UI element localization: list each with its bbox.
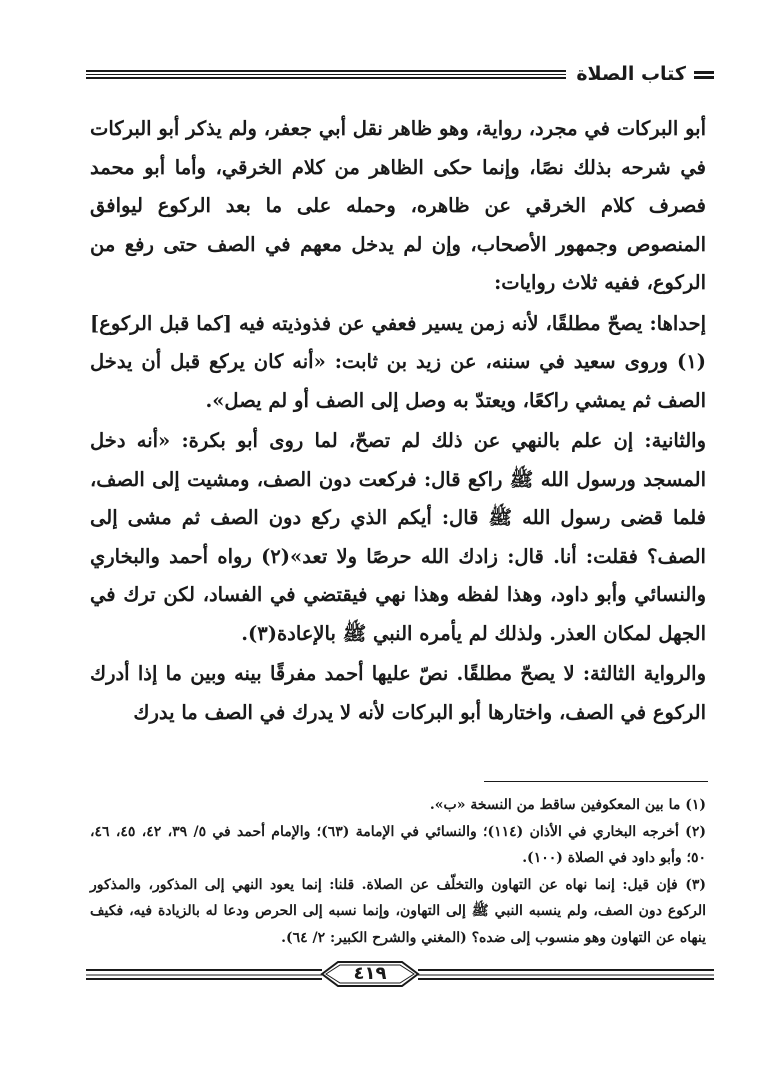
paragraph: والثانية: إن علم بالنهي عن ذلك لم تصحّ، لما روى أبو بكرة: «أنه دخل المسجد ورسول الله ﷺ راكع قال: فركعت دون الصف، ومشيت إلى الصف، فلما قضى رسول الله ﷺ قال: أيكم الذي ركع دون الصف ثم مشى إلى الصف؟ فقلت: أنا. قال: زادك الله حرصًا ولا تعد»(٢) رواه أحمد والبخاري والنسائي وأبو داود، وهذا لفظه وهذا نهي فيقتضي في الفساد، لكن ترك في الجهل لمكان العذر. ولذلك لم يأمره النبي ﷺ بالإعادة(٣). <box>90 429 706 645</box>
page-number-ornament <box>86 960 714 988</box>
main-text <box>90 110 706 734</box>
header-ornament-mark <box>694 71 714 79</box>
paragraph: أبو البركات في مجرد، رواية، وهو ظاهر نقل أبي جعفر، ولم يذكر أبو البركات في شرحه بذلك نصًا، وإنما حكى الظاهر من كلام الخرقي، وأما أبو محمد فصرف كلام الخرقي عن ظاهره، وحمله على ما بعد الركوع ليوافق المنصوص وجمهور الأصحاب، وإن لم يدخل معهم في الصف حتى رفع من الركوع، ففيه ثلاث روايات: <box>90 117 706 294</box>
paragraph: والرواية الثالثة: لا يصحّ مطلقًا. نصّ عليها أحمد مفرقًا بينه وبين ما إذا أدرك الركوع في الصف، واختارها أبو البركات لأنه لا يدرك في الصف ما يدرك <box>90 662 706 724</box>
footnotes <box>90 792 706 951</box>
chapter-title: كتاب الصلاة <box>576 63 686 85</box>
header-rule <box>86 70 566 79</box>
paragraph: إحداها: يصحّ مطلقًا، لأنه زمن يسير فعفي عن فذوذيته فيه [كما قبل الركوع](١) وروى سعيد في سننه، عن زيد بن ثابت: «أنه كان يركع قبل أن يدخل الصف ثم يمشي راكعًا، ويعتدّ به وصل إلى الصف أو لم يصل». <box>90 311 706 412</box>
footnote-1: (١) ما بين المعكوفين ساقط من النسخة «ب». <box>429 797 706 813</box>
page-number: ٤١٩ <box>353 963 387 984</box>
footnote-3: (٣) فإن قيل: إنما نهاه عن التهاون والتخلّف عن الصلاة. قلنا: إنما يعود النهي إلى المذكور، والمذكور الركوع دون الصف، ولم ينسبه النبي ﷺ إلى التهاون، وإنما نسبه إلى الحرص ودعا له بالزيادة فيه، فكيف ينهاه عن التهاون وهو منسوب إلى ضده؟ (المغني والشرح الكبير: ٢/ ٦٤). <box>90 876 706 946</box>
footnote-2: (٢) أخرجه البخاري في الأذان (١١٤)؛ والنسائي في الإمامة (٦٣)؛ والإمام أحمد في ٥/ ٣٩، ٤٢، ٤٥، ٤٦، ٥٠؛ وأبو داود في الصلاة (١٠٠). <box>90 823 706 866</box>
running-header <box>86 62 714 88</box>
footnote-separator <box>484 781 708 782</box>
